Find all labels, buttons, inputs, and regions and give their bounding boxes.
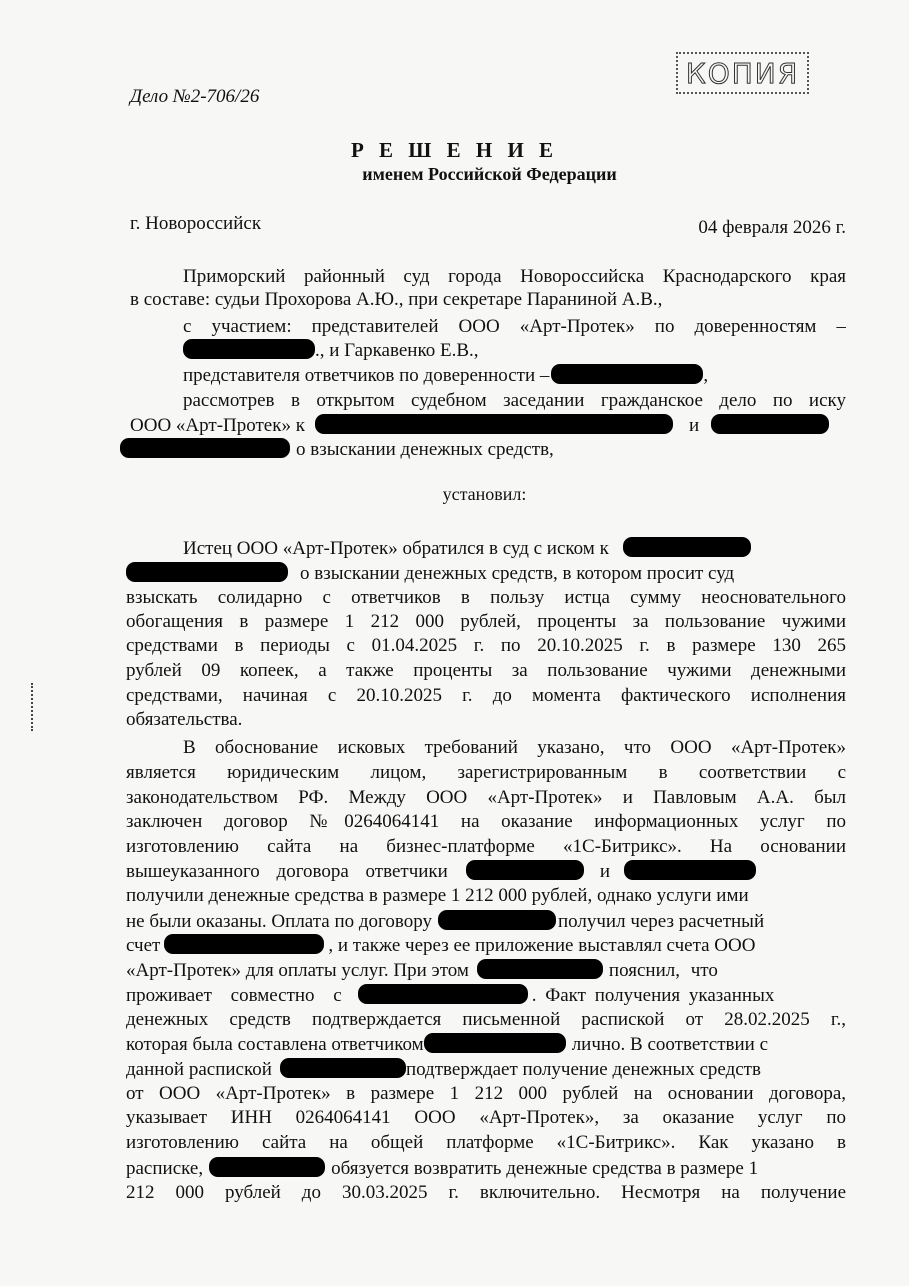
paragraph-line: расписке, обязуется возвратить денежные средства в размере 1 [126, 1158, 759, 1179]
case-number: Дело №2-706/26 [130, 86, 260, 107]
paragraph-line: изготовлению сайта на бизнес-платформе «1С-Битрикс». На основании [126, 836, 846, 857]
redaction [711, 414, 829, 434]
redaction [424, 1033, 566, 1053]
redaction [551, 364, 703, 384]
paragraph-line: средствами в периоды с 01.04.2025 г. по 20.10.2025 г. в размере 130 265 [126, 635, 846, 656]
intro-line: ., и Гаркавенко Е.В., [183, 339, 479, 361]
redaction [209, 1157, 325, 1177]
paragraph-line: не были оказаны. Оплата по договору получил через расчетный [126, 911, 765, 932]
intro-line: Приморский районный суд города Новороссийска Краснодарского края [183, 266, 846, 287]
paragraph-line: которая была составлена ответчиком лично. В соответствии с [126, 1034, 769, 1055]
intro-line: о взыскании денежных средств, [120, 438, 554, 460]
paragraph-line: Истец ООО «Арт-Протек» обратился в суд с иском к [183, 537, 751, 559]
paragraph-line: от ООО «Арт-Протек» в размере 1 212 000 рублей на основании договора, [126, 1083, 846, 1104]
paragraph-line: рублей 09 копеек, а также проценты за пользование чужими денежными [126, 660, 846, 681]
intro-line: представителя ответчиков по доверенности – , [183, 365, 709, 386]
paragraph-line: средствами, начиная с 20.10.2025 г. до момента фактического исполнения [126, 685, 846, 706]
redaction [358, 984, 528, 1004]
paragraph-line: получили денежные средства в размере 1 212 000 рублей, однако услуги ими [126, 885, 749, 906]
paragraph-line: о взыскании денежных средств, в котором просит суд [126, 562, 734, 584]
redaction [624, 860, 756, 880]
section-heading: установил: [442, 484, 527, 504]
redaction [477, 959, 603, 979]
document-title: Р Е Ш Е Н И Е [350, 138, 559, 162]
paragraph-line: счет , и также через ее приложение выставлял счета ООО [126, 935, 756, 956]
redaction [120, 438, 290, 458]
paragraph-line: «Арт-Протек» для оплаты услуг. При этом пояснил, что [126, 960, 718, 981]
paragraph-line: обязательства. [126, 709, 243, 730]
paragraph-line: изготовлению сайта на общей платформе «1С-Битрикс». Как указано в [126, 1132, 846, 1153]
paragraph-line: обогащения в размере 1 212 000 рублей, проценты за пользование чужими [126, 611, 846, 632]
intro-line: в составе: судьи Прохорова А.Ю., при секретаре Параниной А.В., [130, 289, 663, 310]
paragraph-line: является юридическим лицом, зарегистрированным в соответствии с [126, 762, 846, 783]
redaction [280, 1058, 406, 1078]
copy-stamp [676, 52, 809, 94]
redaction [315, 414, 673, 434]
paragraph-line: 212 000 рублей до 30.03.2025 г. включительно. Несмотря на получение [126, 1182, 846, 1203]
redaction [126, 562, 288, 582]
paragraph-line: заключен договор №0264064141 на оказание информационных услуг по [126, 811, 846, 832]
paragraph-line: В обоснование исковых требований указано, что ООО «Арт-Протек» [183, 737, 846, 758]
intro-line: ООО «Арт-Протек» к и [130, 414, 829, 436]
paragraph-line: указывает ИНН 0264064141 ООО «Арт-Протек», за оказание услуг по [126, 1107, 846, 1128]
copy-stamp-text: КОПИЯ [685, 56, 800, 90]
redaction [183, 339, 315, 359]
paragraph-line: взыскать солидарно с ответчиков в пользу истца сумму неосновательного [126, 587, 846, 608]
paragraph-line: проживает совместно с . Факт получения указанных [126, 985, 775, 1006]
redaction [466, 860, 584, 880]
intro-line: рассмотрев в открытом судебном заседании гражданское дело по иску [183, 390, 846, 411]
redaction [438, 910, 556, 930]
redaction [623, 537, 751, 557]
redaction [164, 934, 324, 954]
decision-date: 04 февраля 2026 г. [698, 217, 846, 238]
margin-mark [31, 683, 35, 731]
paragraph-line: денежных средств подтверждается письменной распиской от 28.02.2025 г., [126, 1009, 846, 1030]
intro-line: с участием: представителей ООО «Арт-Протек» по доверенностям – [183, 316, 846, 337]
city: г. Новороссийск [130, 213, 262, 234]
document-subtitle: именем Российской Федерации [362, 164, 617, 184]
paragraph-line: законодательством РФ. Между ООО «Арт-Протек» и Павловым А.А. был [126, 787, 846, 808]
paragraph-line: данной распиской подтверждает получение денежных средств [126, 1059, 761, 1080]
paragraph-line: вышеуказанного договора ответчики и [126, 860, 846, 882]
